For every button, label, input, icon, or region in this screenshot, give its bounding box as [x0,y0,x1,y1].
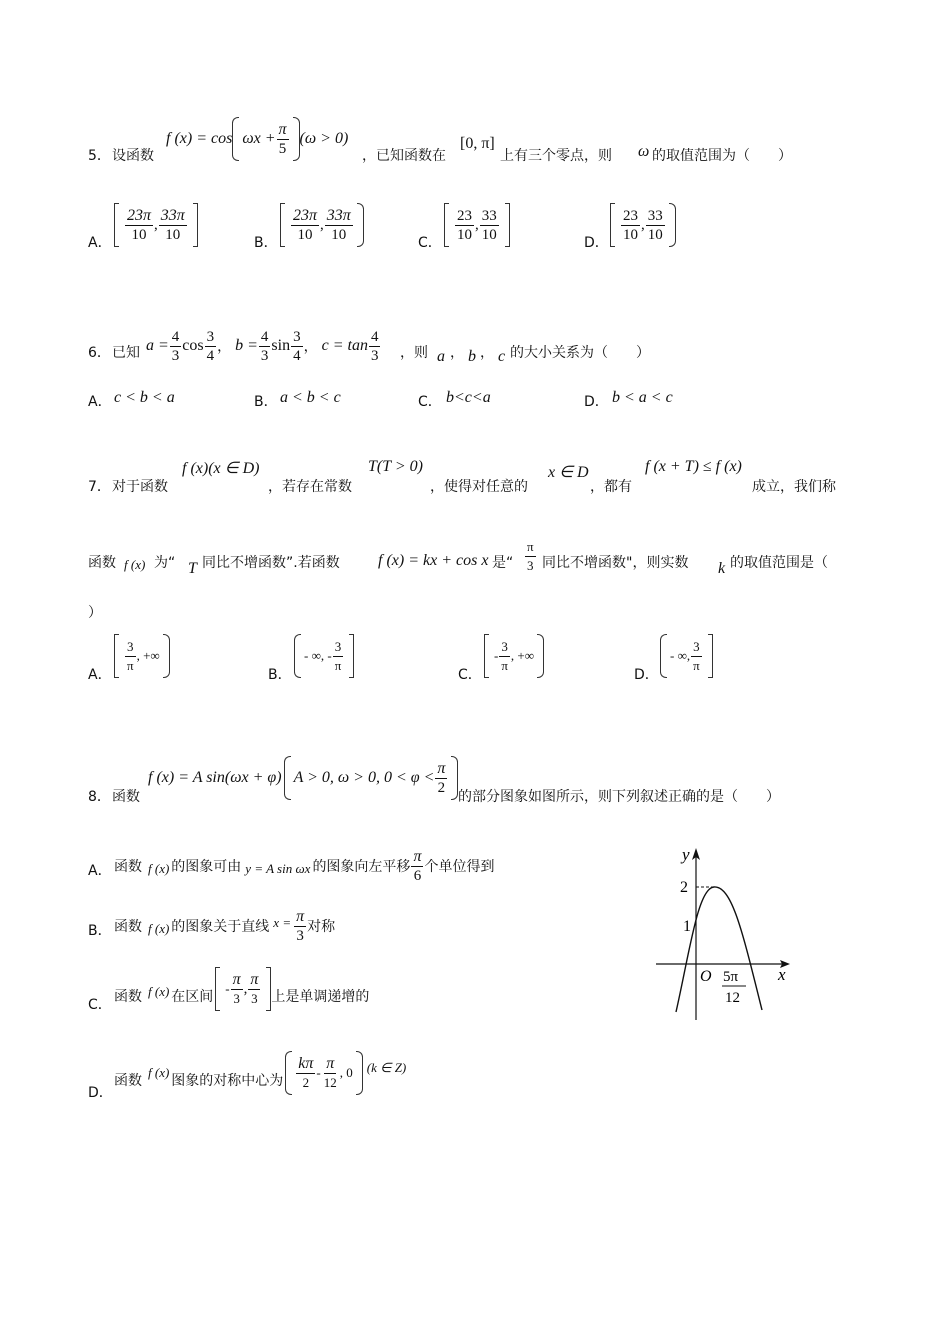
q6-formula: a = $\frac{4}{3}$ cos $\frac{3}{4}$ ， b = $\frac{4}{3}$ sin $\frac{3}{4}$ ， c = tan $\frac{4}{3}$ [146,328,379,364]
q7-t4: 成立，我们称 [752,479,836,495]
q6-var-b: b [468,348,476,365]
q6-option-c-label: C． [418,394,442,410]
q8-option-b[interactable]: 函数 f (x) 的图象关于直线 x = $\frac{\pi}{3}$ 对称 [114,907,336,944]
q6-c-def: c = tan [321,337,368,354]
q5-formula [166,117,348,161]
tick-5pi: 5π [723,969,739,985]
q7-x-in-D: x ∈ D [548,464,589,481]
q5-func: f (x) = cos [166,130,233,147]
q7-fx: f (x) [124,557,146,572]
q7-t1: ，若存在常数 [268,479,352,495]
q7-option-c[interactable]: - $\frac{3}{\pi}$ , +∞ [484,634,544,678]
q5-option-c-label: C． [418,235,442,251]
q7-option-d-label: D． [634,667,659,683]
q5-option-a-label: A． [88,235,112,251]
q5-tail: 的取值范围为（ ） [652,148,792,164]
q7-l2-d: 同比不增函数"，则实数 [542,555,689,571]
q8-option-b-label: B． [88,923,112,939]
q5-option-a[interactable]: $\frac{23\pi}{10}$ , $\frac{33\pi}{10}$ [114,203,198,247]
q5-post: 上有三个零点，则 [500,148,612,164]
q6-lead: 已知 [112,345,140,361]
q5-option-b[interactable]: $\frac{23\pi}{10}$ , $\frac{33\pi}{10}$ [280,203,364,247]
q8-option-c[interactable]: 函数 f (x) 在区间 - $\frac{\pi}{3}$ , $\frac{\pi}{3}$ 上是单调递增的 [114,966,369,1012]
q7-k: k [718,560,726,577]
q6-comma-1: ， [450,345,464,361]
q6-option-d[interactable]: b < a < c [612,389,673,406]
q7-close: ） [88,605,102,621]
q5-paren [232,117,299,161]
q5-option-d-label: D． [584,235,609,251]
q6-b-def: b = [235,337,258,354]
q8-option-d-label: D． [88,1085,113,1101]
q8-option-c-label: C． [88,997,112,1013]
tick-2: 2 [680,879,688,896]
y-axis-label: y [682,845,690,864]
q5-lead: 设函数 [112,148,154,164]
q7-pi-over-3: $\frac{\pi}{3}$ [527,539,534,573]
q7-T-def: T(T > 0) [368,458,423,475]
tick-12: 12 [725,990,740,1006]
sine-curve [676,887,762,1012]
origin-label: O [700,968,712,985]
q7-lead: 对于函数 [112,479,168,495]
q5-cond: (ω > 0) [299,130,349,147]
q7-l2-c: 是“ [492,555,514,571]
q6-option-b-label: B． [254,394,278,410]
q7-T: T [188,560,197,577]
q8-number: 8． [88,789,111,805]
q7-t2: ，使得对任意的 [430,479,528,495]
q6-tail: 的大小关系为（ ） [510,345,650,361]
q7-number: 7． [88,479,111,495]
q6-option-a[interactable]: c < b < a [114,389,175,406]
q5-interval: [0, π] [460,135,495,152]
q7-fdef: f (x) = kx + cos x [378,552,489,569]
q7-option-d[interactable]: - ∞, $\frac{3}{\pi}$ [660,634,713,678]
q8-option-a-label: A． [88,863,112,879]
q5-omega: ω [638,143,650,160]
q6-comma-2: ， [480,345,494,361]
q7-option-a[interactable]: $\frac{3}{\pi}$ , +∞ [114,634,170,678]
q7-l2-lead: 函数 [88,555,116,571]
q5-mid: ，已知函数在 [362,148,446,164]
q8-tail: 的部分图象如图所示，则下列叙述正确的是（ ） [458,789,780,805]
q8-cond: A > 0, ω > 0, 0 < φ < [293,769,435,786]
q8-fdef: f (x) = A sin(ωx + φ) [148,769,282,786]
q5-option-d[interactable]: $\frac{23}{10}$ , $\frac{33}{10}$ [610,203,676,247]
q7-option-b-label: B． [268,667,292,683]
q7-f-domain: f (x)(x ∈ D) [182,460,260,477]
q8-option-a[interactable]: 函数 f (x) 的图象可由 y = A sin ωx 的图象向左平移 $\frac{\pi}{6}$ 个单位得到 [114,847,495,884]
q6-then: ，则 [400,345,428,361]
q7-t3: ，都有 [590,479,632,495]
q6-option-d-label: D． [584,394,609,410]
q7-option-b[interactable]: - ∞, - $\frac{3}{\pi}$ [294,634,354,678]
q5-arg: ωx + [242,130,276,147]
q6-var-c: c [498,348,506,365]
q6-option-c[interactable]: b<c<a [446,389,491,406]
q6-option-a-label: A． [88,394,112,410]
q5-option-b-label: B． [254,235,278,251]
q6-var-a: a [437,348,445,365]
q6-option-b[interactable]: a < b < c [280,389,341,406]
q8-formula: f (x) = A sin(ωx + φ) A > 0, ω > 0, 0 < φ < $\frac{\pi}{2}$ [148,756,458,800]
q7-ineq: f (x + T) ≤ f (x) [645,458,742,475]
q8-option-d[interactable]: 函数 f (x) 图象的对称中心为 $\frac{k\pi}{2}$ - $\frac{\pi}{12}$ , 0 (k ∈ Z) [114,1050,406,1096]
q5-pi-over-5: $\frac{\pi}{5}$ [278,120,287,157]
q7-option-a-label: A． [88,667,112,683]
q8-graph [650,840,800,1030]
q7-l2-e: 的取值范围是（ [730,555,828,571]
q6-a-def: a = [146,337,169,354]
q8-lead: 函数 [112,789,140,805]
q7-option-c-label: C． [458,667,482,683]
q5-number: 5． [88,148,111,164]
q7-l2-b: 同比不增函数”.若函数 [202,555,340,571]
q6-number: 6． [88,345,111,361]
q5-option-c[interactable]: $\frac{23}{10}$ , $\frac{33}{10}$ [444,203,510,247]
x-axis-label: x [778,965,786,984]
q7-l2-a: 为“ [154,555,176,571]
tick-1: 1 [683,918,691,935]
